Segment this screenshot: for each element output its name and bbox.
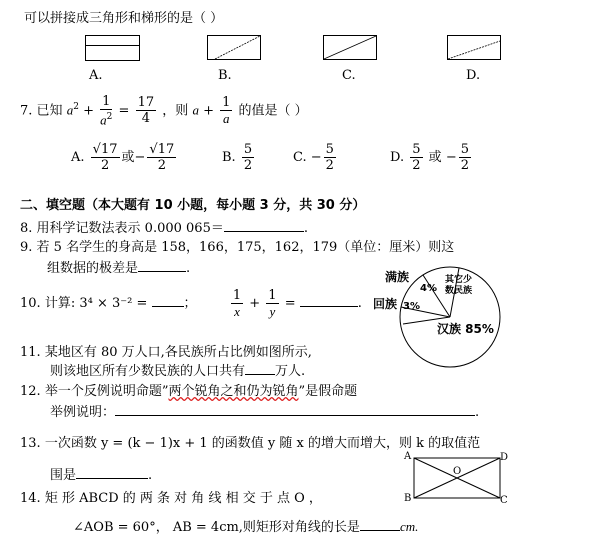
q7-frac-2: $\frac{1}{a}$ <box>222 95 231 127</box>
q9-blank[interactable] <box>138 259 186 272</box>
q7-exp: 2 <box>73 102 79 112</box>
pie-label-manchu: 满族 <box>385 270 410 284</box>
q6-stem: 可以拼接成三角形和梯形的是（ ） <box>24 11 224 26</box>
q8: 8. 用科学记数法表示 0.000 065＝ . <box>20 221 308 236</box>
q7-value-text: 的值是（ ） <box>238 103 308 119</box>
q7-prefix: 已知 <box>36 103 63 119</box>
q10: 10. 计算: 3⁴ × 3⁻² = ； $\frac{1}{x}$ + $\frac{1}{y}$ = . <box>20 288 362 319</box>
q11-blank[interactable] <box>245 362 275 375</box>
q7-frac-val: $\frac{17}{4}$ <box>137 95 155 127</box>
rectangle-figure <box>413 455 503 505</box>
pie-label-4pct: 4% <box>420 283 437 294</box>
q6-figure-a <box>85 35 140 61</box>
q7-stem: 7. 已知 $a^2$ + $\frac{1}{a^2}$ = $\frac{17}{4}$ ，则 a + $\frac{1}{a}$ 的值是（ ） <box>20 93 308 127</box>
q12-line1: 12. 举一个反例说明命题”两个锐角之和仍为锐角”是假命题 <box>20 384 358 399</box>
q7-var-a: a <box>66 102 74 118</box>
q12-line2: 举例说明： . <box>50 405 480 420</box>
q11-line1: 11. 某地区有 80 万人口,各民族所占比例如图所示, <box>20 345 312 360</box>
q10-expression: 3⁴ × 3⁻² = <box>79 296 148 311</box>
rect-center-o: O <box>453 466 462 477</box>
q6-figure-c <box>323 35 378 65</box>
q9-line1: 9. 若 5 名学生的身高是 158，166，175，162，179（单位：厘米）则这 <box>20 240 455 255</box>
q6-option-b: B. <box>218 68 232 83</box>
pie-label-hui: 回族 <box>373 297 398 311</box>
q6-option-c: C. <box>342 68 356 83</box>
q7-option-a: A. $\frac{√17}{2}$ 或− $\frac{√17}{2}$ <box>71 142 175 173</box>
pie-label-other-2: 数民族 <box>445 286 473 296</box>
rect-vertex-c: C <box>500 495 508 506</box>
q6-figure-d <box>447 35 502 65</box>
section-2-title: 二、填空题（本大题有 10 小题，每小题 3 分，共 30 分） <box>20 198 366 213</box>
q14-blank[interactable] <box>360 518 400 531</box>
q6-option-a: A. <box>89 68 103 83</box>
pie-label-han: 汉族 85% <box>437 322 494 336</box>
q13-blank[interactable] <box>76 466 148 479</box>
q14-line2: ∠AOB = 60°， AB = 4cm,则矩形对角线的长是 cm. <box>73 519 419 535</box>
rect-vertex-a: A <box>404 451 412 462</box>
q9-line2: 组数据的极差是 . <box>47 261 191 276</box>
q7-number: 7. <box>20 103 33 119</box>
rect-vertex-d: D <box>500 452 509 463</box>
pie-label-3pct: 3% <box>403 301 420 312</box>
q7-option-b: B. $\frac{5}{2}$ <box>222 142 253 173</box>
q7-option-c: C. − $\frac{5}{2}$ <box>293 142 334 173</box>
q7-option-d: D. $\frac{5}{2}$ 或 − $\frac{5}{2}$ <box>390 142 469 173</box>
q13-line2: 围是 . <box>50 468 153 483</box>
q10-blank-1[interactable] <box>152 294 184 307</box>
pie-label-other-1: 其它少 <box>445 275 473 285</box>
q6-option-d: D. <box>466 68 481 83</box>
q12-blank[interactable] <box>115 403 475 416</box>
q6-figure-b <box>207 35 262 65</box>
q8-blank[interactable] <box>224 219 304 232</box>
q13-line1: 13. 一次函数 y = (k − 1)x + 1 的函数值 y 随 x 的增大而增大，则 k 的取值范 <box>20 436 481 451</box>
q14-line1: 14. 矩 形 ABCD 的 两 条 对 角 线 相 交 于 点 O ， <box>20 491 322 506</box>
q11-line2: 则该地区所有少数民族的人口共有 万人. <box>50 364 306 379</box>
q7-plus: + <box>83 103 94 119</box>
q10-blank-2[interactable] <box>300 294 358 307</box>
q7-frac-1: $\frac{1}{a^2}$ <box>100 93 113 127</box>
q7-then: ，则 <box>162 103 189 119</box>
rect-vertex-b: B <box>404 493 412 504</box>
q7-equals: = <box>118 103 130 119</box>
